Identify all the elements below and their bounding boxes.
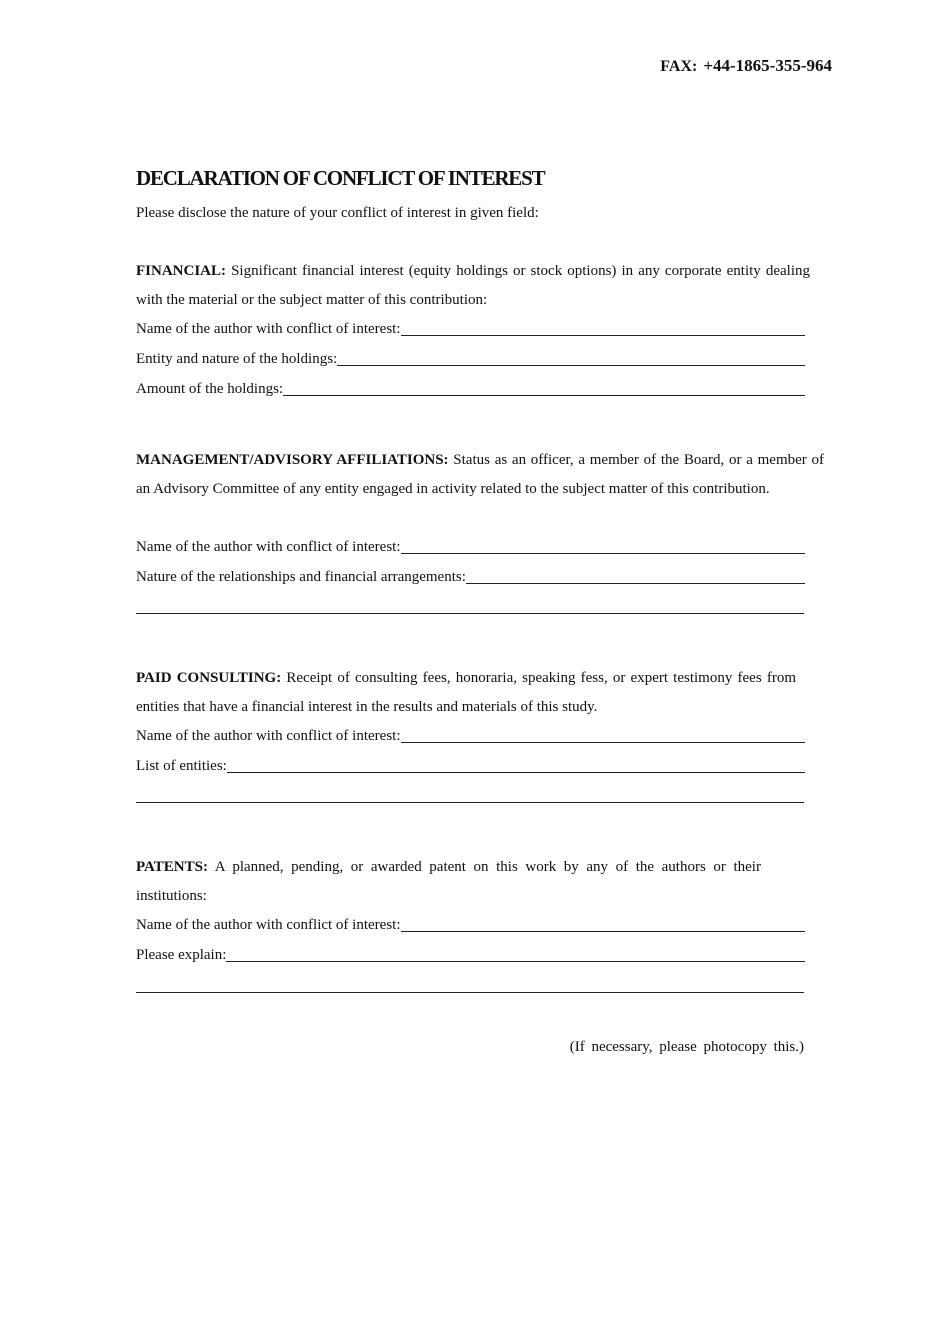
field-input-line[interactable]: [337, 364, 805, 366]
fax-header: [660, 56, 832, 76]
paid-consulting-entities-field[interactable]: [136, 755, 805, 775]
field-label: Please explain:: [136, 947, 227, 963]
management-relationships-field[interactable]: [136, 566, 805, 586]
financial-amount-field[interactable]: [136, 378, 805, 398]
field-input-line[interactable]: [401, 741, 806, 743]
patents-author-field[interactable]: [136, 914, 805, 934]
field-input-line[interactable]: [401, 334, 806, 336]
field-label: Name of the author with conflict of interest:: [136, 321, 401, 337]
patents-description: [136, 853, 761, 910]
patents-heading: PATENTS:: [136, 859, 208, 875]
field-label: Name of the author with conflict of interest:: [136, 539, 401, 555]
paid-consulting-author-field[interactable]: [136, 725, 805, 745]
paid-consulting-heading: PAID CONSULTING:: [136, 670, 282, 686]
paid-consulting-description: [136, 664, 796, 721]
paid-consulting-extra-line[interactable]: [136, 802, 804, 803]
field-label: Amount of the holdings:: [136, 381, 284, 397]
financial-author-field[interactable]: [136, 318, 805, 338]
field-label: Nature of the relationships and financial arrangements:: [136, 569, 466, 585]
financial-heading: FINANCIAL:: [136, 263, 226, 279]
patents-explain-field[interactable]: [136, 944, 805, 964]
management-text: Status as an officer, a member of the Board, or a member of an Advisory Committee of any entity engaged in activity related to the subject matter of this contribution.: [136, 452, 824, 497]
photocopy-note: (If necessary, please photocopy this.): [569, 1039, 804, 1055]
field-input-line[interactable]: [401, 552, 806, 554]
fax-label: FAX:: [660, 58, 698, 75]
field-input-line[interactable]: [401, 930, 806, 932]
financial-description: [136, 257, 810, 314]
management-author-field[interactable]: [136, 536, 805, 556]
paid-consulting-text: Receipt of consulting fees, honoraria, speaking fess, or expert testimony fees from entities that have a financial interest in the results and materials of this study.: [136, 670, 796, 715]
intro-text: Please disclose the nature of your conflict of interest in given field:: [136, 205, 539, 221]
field-input-line[interactable]: [283, 394, 805, 396]
patents-extra-line[interactable]: [136, 992, 804, 993]
patents-text: A planned, pending, or awarded patent on this work by any of the authors or their institutions:: [136, 859, 761, 904]
field-label: Name of the author with conflict of interest:: [136, 728, 401, 744]
field-label: List of entities:: [136, 758, 227, 774]
page-title: DECLARATION OF CONFLICT OF INTEREST: [136, 166, 545, 190]
financial-text: Significant financial interest (equity holdings or stock options) in any corporate entity dealing with the material or the subject matter of this contribution:: [136, 263, 810, 308]
field-input-line[interactable]: [227, 771, 805, 773]
field-label: Entity and nature of the holdings:: [136, 351, 338, 367]
field-input-line[interactable]: [466, 582, 805, 584]
field-label: Name of the author with conflict of interest:: [136, 917, 401, 933]
management-extra-line[interactable]: [136, 613, 804, 614]
field-input-line[interactable]: [226, 960, 805, 962]
financial-entity-field[interactable]: [136, 348, 805, 368]
management-heading: MANAGEMENT/ADVISORY AFFILIATIONS:: [136, 452, 449, 468]
fax-number: +44-1865-355-964: [703, 56, 832, 75]
management-description: [136, 446, 824, 503]
